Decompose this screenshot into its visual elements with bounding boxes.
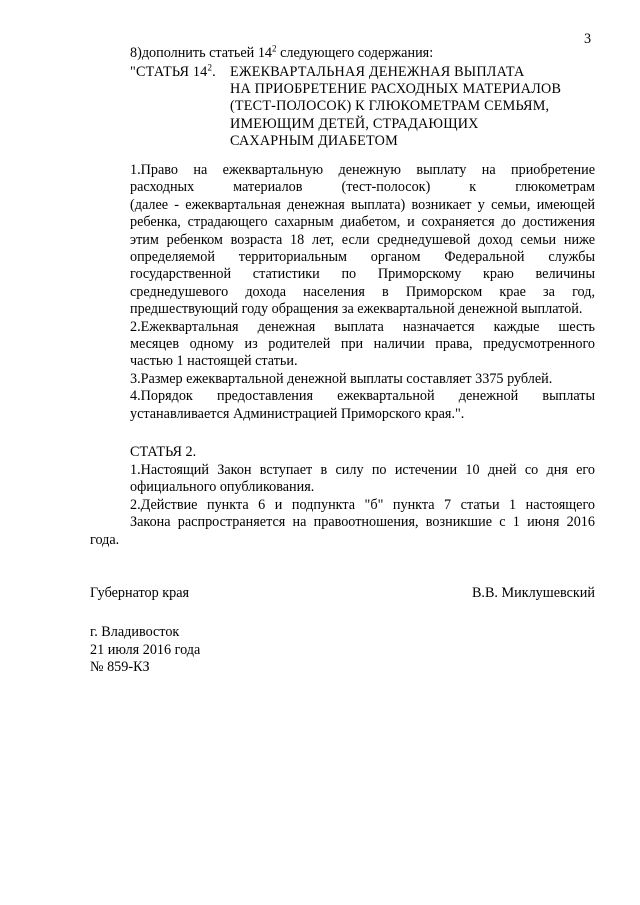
article-label-dot: . — [212, 64, 216, 80]
paragraph-3 — [90, 371, 595, 388]
paragraph-4 — [90, 388, 595, 423]
place-city: г. Владивосток — [90, 624, 180, 640]
paragraph-line: 2.Ежеквартальная денежная выплата назначается каждые шесть — [130, 318, 595, 335]
article-title-line: САХАРНЫМ ДИАБЕТОМ — [230, 132, 398, 149]
paragraph-line: частью 1 настоящей статьи. — [130, 353, 298, 370]
paragraph-line: государственной статистики по Приморскому краю величины — [130, 266, 595, 283]
paragraph-line: расходных материалов (тест-полосок) к глюкометрам — [130, 179, 595, 196]
amendment-intro-superscript: 2 — [272, 43, 277, 54]
paragraph-line: этим ребенком возраста 18 лет, если среднедушевой доход семьи ниже — [130, 231, 595, 248]
article-2-paragraph-1 — [90, 462, 595, 497]
paragraph-line: предшествующий году обращения за ежеквартальной денежной выплатой. — [130, 301, 583, 318]
article-14-2-label — [130, 64, 230, 150]
paragraph-line: месяцев одному из родителей при наличии права, предусмотренного — [130, 336, 595, 353]
signatory-name: В.В. Миклушевский — [471, 585, 595, 601]
paragraph-line: определяемой территориальным органом Федеральной службы — [130, 249, 595, 266]
paragraph-line: устанавливается Администрацией Приморского края.". — [130, 405, 465, 422]
paragraph-line: 4.Порядок предоставления ежеквартальной денежной выплаты — [130, 388, 595, 405]
article-label-text: "СТАТЬЯ 14 — [130, 64, 208, 80]
article-14-2-title — [230, 64, 600, 150]
article-14-2-body — [90, 162, 595, 423]
signature-row — [90, 585, 595, 602]
amendment-intro-text: 8)дополнить статьей 14 — [130, 45, 273, 61]
paragraph-line: Закона распространяется на правоотношения, возникшие с 1 июня 2016 года. — [90, 514, 595, 548]
paragraph-line: 1.Настоящий Закон вступает в силу по истечении 10 дней со дня его — [130, 462, 595, 478]
article-14-2-heading — [130, 64, 600, 150]
article-2-title: СТАТЬЯ 2. — [130, 444, 197, 460]
paragraph-line: 1.Право на ежеквартальную денежную выплату на приобретение — [130, 162, 595, 178]
paragraph-line: 2.Действие пункта 6 и подпункта "б" пункта 7 статьи 1 настоящего — [130, 496, 595, 513]
article-title-line: (ТЕСТ-ПОЛОСОК) К ГЛЮКОМЕТРАМ СЕМЬЯМ, — [230, 98, 550, 115]
article-2-body — [90, 462, 595, 549]
document-number: № 859-КЗ — [90, 659, 150, 676]
paragraph-1 — [90, 162, 595, 319]
paragraph-2 — [90, 319, 595, 371]
amendment-intro-text-tail: следующего содержания: — [276, 45, 434, 61]
amendment-intro — [130, 45, 433, 62]
article-2-paragraph-2 — [90, 497, 595, 549]
signatory-position: Губернатор края — [90, 585, 190, 601]
article-title-line: ЕЖЕКВАРТАЛЬНАЯ ДЕНЕЖНАЯ ВЫПЛАТА — [230, 64, 525, 80]
paragraph-line: (далее - ежеквартальная денежная выплата) возникает у семьи, имеющей — [130, 196, 595, 213]
article-title-line: ИМЕЮЩИМ ДЕТЕЙ, СТРАДАЮЩИХ — [230, 115, 479, 132]
page-number: 3 — [584, 31, 592, 47]
paragraph-line: официального опубликования. — [130, 479, 315, 496]
article-label-superscript: 2 — [207, 62, 213, 73]
article-title-line: НА ПРИОБРЕТЕНИЕ РАСХОДНЫХ МАТЕРИАЛОВ — [230, 81, 562, 98]
place-date-block — [90, 624, 200, 677]
paragraph-line: среднедушевого дохода населения в Приморском крае за год, — [130, 283, 595, 300]
paragraph-line: 3.Размер ежеквартальной денежной выплаты составляет 3375 рублей. — [130, 370, 553, 387]
paragraph-line: ребенка, страдающего сахарным диабетом, и сохраняется до достижения — [130, 214, 595, 231]
document-date: 21 июля 2016 года — [90, 641, 201, 658]
